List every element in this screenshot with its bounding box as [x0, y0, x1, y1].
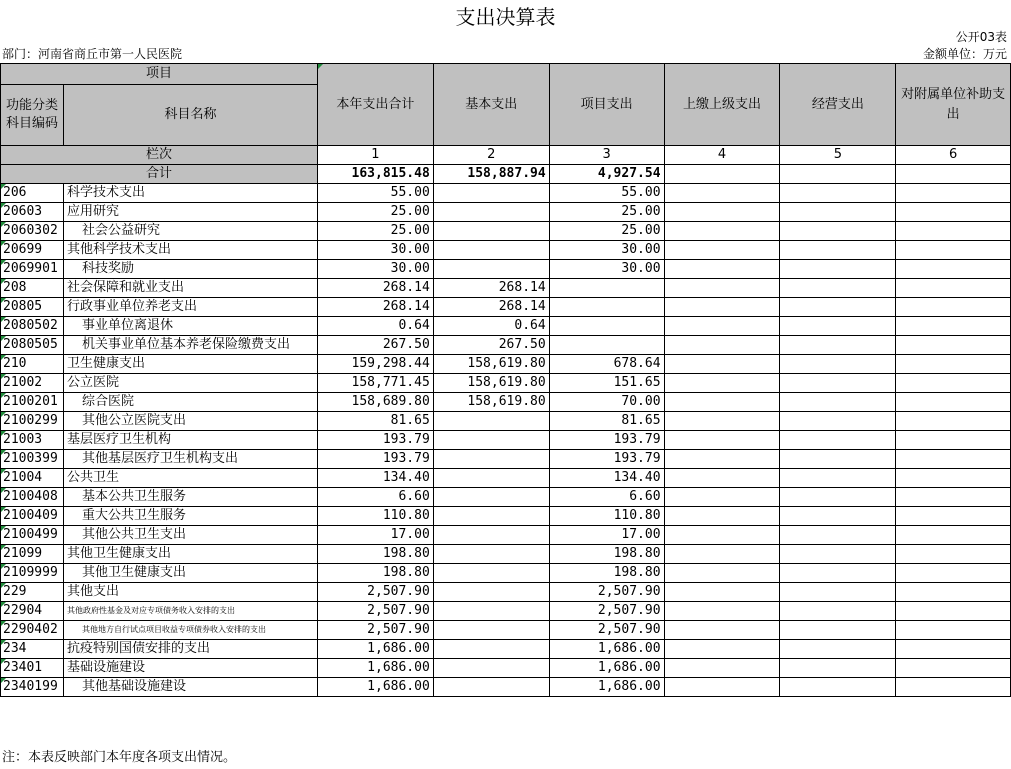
cell-basic — [433, 488, 549, 507]
footnote: 注：本表反映部门本年度各项支出情况。 — [2, 750, 237, 765]
cell-project: 30.00 — [549, 260, 664, 279]
cell-subsidy — [896, 602, 1011, 621]
header-project-expenditure: 项目支出 — [549, 64, 664, 146]
cell-code: 2069901 — [1, 260, 64, 279]
cell-name: 卫生健康支出 — [63, 355, 317, 374]
cell-total: 25.00 — [317, 222, 433, 241]
sum-label: 合计 — [1, 165, 318, 184]
table-row — [1, 659, 1011, 678]
cell-basic: 268.14 — [433, 279, 549, 298]
cell-project: 55.00 — [549, 184, 664, 203]
table-row — [1, 222, 1011, 241]
cell-total: 198.80 — [317, 564, 433, 583]
cell-name: 其他公立医院支出 — [63, 412, 317, 431]
cell-business — [780, 507, 896, 526]
cell-basic: 158,619.80 — [433, 355, 549, 374]
cell-business — [780, 621, 896, 640]
cell-subsidy — [896, 469, 1011, 488]
cell-subsidy — [896, 222, 1011, 241]
col-index-3: 3 — [549, 146, 664, 165]
header-code: 功能分类科目编码 — [1, 85, 64, 146]
table-row — [1, 298, 1011, 317]
col-index-6: 6 — [896, 146, 1011, 165]
header-superior-payment: 上缴上级支出 — [664, 64, 780, 146]
cell-code: 2100399 — [1, 450, 64, 469]
cell-name: 公立医院 — [63, 374, 317, 393]
cell-basic — [433, 602, 549, 621]
cell-superior — [664, 298, 780, 317]
cell-name: 事业单位离退休 — [63, 317, 317, 336]
cell-subsidy — [896, 184, 1011, 203]
cell-superior — [664, 488, 780, 507]
cell-business — [780, 336, 896, 355]
cell-business — [780, 412, 896, 431]
cell-business — [780, 450, 896, 469]
cell-total: 30.00 — [317, 241, 433, 260]
cell-name: 社会保障和就业支出 — [63, 279, 317, 298]
cell-name: 社会公益研究 — [63, 222, 317, 241]
table-row — [1, 678, 1011, 697]
cell-basic — [433, 222, 549, 241]
cell-name: 基层医疗卫生机构 — [63, 431, 317, 450]
table-row — [1, 526, 1011, 545]
cell-business — [780, 393, 896, 412]
expenditure-table — [0, 63, 1011, 697]
header-total-expenditure: 本年支出合计 — [317, 64, 433, 146]
cell-code: 21099 — [1, 545, 64, 564]
cell-superior — [664, 222, 780, 241]
amount-unit-label: 金额单位：万元 — [922, 47, 1007, 61]
cell-superior — [664, 184, 780, 203]
sum-project: 4,927.54 — [549, 165, 664, 184]
cell-project — [549, 298, 664, 317]
page-title: 支出决算表 — [455, 5, 556, 29]
cell-code: 2100408 — [1, 488, 64, 507]
cell-subsidy — [896, 241, 1011, 260]
cell-business — [780, 469, 896, 488]
cell-business — [780, 355, 896, 374]
cell-total: 110.80 — [317, 507, 433, 526]
cell-subsidy — [896, 203, 1011, 222]
header-business-expenditure: 经营支出 — [780, 64, 896, 146]
cell-code: 229 — [1, 583, 64, 602]
cell-name: 其他卫生健康支出 — [63, 564, 317, 583]
cell-total: 2,507.90 — [317, 583, 433, 602]
cell-superior — [664, 393, 780, 412]
cell-name: 其他基础设施建设 — [63, 678, 317, 697]
cell-code: 20699 — [1, 241, 64, 260]
sum-total: 163,815.48 — [317, 165, 433, 184]
table-row — [1, 507, 1011, 526]
header-subsidy-expenditure: 对附属单位补助支出 — [896, 64, 1011, 146]
cell-basic: 158,619.80 — [433, 374, 549, 393]
table-row — [1, 374, 1011, 393]
cell-superior — [664, 545, 780, 564]
cell-code: 20603 — [1, 203, 64, 222]
cell-code: 2290402 — [1, 621, 64, 640]
cell-project: 193.79 — [549, 431, 664, 450]
cell-total: 25.00 — [317, 203, 433, 222]
sum-basic: 158,887.94 — [433, 165, 549, 184]
table-row — [1, 545, 1011, 564]
cell-code: 234 — [1, 640, 64, 659]
cell-subsidy — [896, 583, 1011, 602]
cell-code: 20805 — [1, 298, 64, 317]
cell-project: 30.00 — [549, 241, 664, 260]
cell-project: 17.00 — [549, 526, 664, 545]
cell-business — [780, 222, 896, 241]
cell-basic — [433, 640, 549, 659]
cell-project: 25.00 — [549, 222, 664, 241]
cell-project: 81.65 — [549, 412, 664, 431]
table-row — [1, 488, 1011, 507]
cell-subsidy — [896, 317, 1011, 336]
col-index-4: 4 — [664, 146, 780, 165]
cell-basic — [433, 431, 549, 450]
sum-business — [780, 165, 896, 184]
cell-superior — [664, 260, 780, 279]
cell-basic — [433, 412, 549, 431]
table-row — [1, 279, 1011, 298]
table-row — [1, 203, 1011, 222]
cell-project: 198.80 — [549, 564, 664, 583]
table-row — [1, 336, 1011, 355]
table-row — [1, 260, 1011, 279]
cell-business — [780, 602, 896, 621]
cell-subsidy — [896, 260, 1011, 279]
cell-business — [780, 431, 896, 450]
cell-code: 2080502 — [1, 317, 64, 336]
cell-superior — [664, 241, 780, 260]
cell-project: 70.00 — [549, 393, 664, 412]
cell-business — [780, 374, 896, 393]
cell-total: 2,507.90 — [317, 621, 433, 640]
cell-total: 159,298.44 — [317, 355, 433, 374]
cell-subsidy — [896, 621, 1011, 640]
cell-code: 21003 — [1, 431, 64, 450]
cell-code: 2100201 — [1, 393, 64, 412]
cell-subsidy — [896, 450, 1011, 469]
cell-basic — [433, 241, 549, 260]
cell-project: 2,507.90 — [549, 602, 664, 621]
cell-business — [780, 678, 896, 697]
cell-basic — [433, 659, 549, 678]
cell-subsidy — [896, 279, 1011, 298]
cell-project: 25.00 — [549, 203, 664, 222]
cell-subsidy — [896, 298, 1011, 317]
cell-basic: 158,619.80 — [433, 393, 549, 412]
table-row — [1, 431, 1011, 450]
header-item-group: 项目 — [1, 64, 318, 85]
cell-name: 抗疫特别国债安排的支出 — [63, 640, 317, 659]
cell-superior — [664, 678, 780, 697]
cell-code: 2100409 — [1, 507, 64, 526]
cell-total: 193.79 — [317, 450, 433, 469]
cell-total: 268.14 — [317, 279, 433, 298]
cell-name: 公共卫生 — [63, 469, 317, 488]
cell-business — [780, 488, 896, 507]
cell-superior — [664, 659, 780, 678]
department-label: 部门：河南省商丘市第一人民医院 — [2, 47, 183, 61]
table-row — [1, 393, 1011, 412]
cell-name: 其他支出 — [63, 583, 317, 602]
cell-project — [549, 317, 664, 336]
cell-subsidy — [896, 355, 1011, 374]
cell-subsidy — [896, 488, 1011, 507]
cell-project — [549, 336, 664, 355]
cell-code: 206 — [1, 184, 64, 203]
cell-code: 208 — [1, 279, 64, 298]
cell-subsidy — [896, 678, 1011, 697]
cell-superior — [664, 583, 780, 602]
cell-superior — [664, 431, 780, 450]
table-row — [1, 640, 1011, 659]
cell-business — [780, 583, 896, 602]
cell-name: 其他公共卫生支出 — [63, 526, 317, 545]
cell-superior — [664, 203, 780, 222]
cell-basic — [433, 203, 549, 222]
cell-total: 193.79 — [317, 431, 433, 450]
cell-code: 21004 — [1, 469, 64, 488]
cell-project: 198.80 — [549, 545, 664, 564]
cell-project: 110.80 — [549, 507, 664, 526]
table-row — [1, 412, 1011, 431]
cell-total: 17.00 — [317, 526, 433, 545]
cell-superior — [664, 279, 780, 298]
table-row — [1, 317, 1011, 336]
cell-basic — [433, 621, 549, 640]
cell-basic — [433, 184, 549, 203]
cell-total: 1,686.00 — [317, 678, 433, 697]
cell-subsidy — [896, 431, 1011, 450]
cell-superior — [664, 640, 780, 659]
cell-basic: 267.50 — [433, 336, 549, 355]
cell-name: 科学技术支出 — [63, 184, 317, 203]
cell-project: 151.65 — [549, 374, 664, 393]
table-row — [1, 355, 1011, 374]
cell-business — [780, 640, 896, 659]
cell-project: 1,686.00 — [549, 640, 664, 659]
cell-business — [780, 279, 896, 298]
cell-business — [780, 184, 896, 203]
cell-name: 综合医院 — [63, 393, 317, 412]
cell-project: 1,686.00 — [549, 659, 664, 678]
cell-subsidy — [896, 336, 1011, 355]
cell-basic — [433, 583, 549, 602]
col-index-1: 1 — [317, 146, 433, 165]
cell-business — [780, 298, 896, 317]
cell-code: 210 — [1, 355, 64, 374]
form-number: 公开03表 — [955, 30, 1007, 44]
cell-superior — [664, 564, 780, 583]
cell-basic — [433, 678, 549, 697]
cell-name: 其他科学技术支出 — [63, 241, 317, 260]
cell-total: 134.40 — [317, 469, 433, 488]
cell-project: 193.79 — [549, 450, 664, 469]
table-row — [1, 602, 1011, 621]
cell-name: 其他卫生健康支出 — [63, 545, 317, 564]
cell-code: 2109999 — [1, 564, 64, 583]
cell-subsidy — [896, 564, 1011, 583]
cell-basic — [433, 469, 549, 488]
cell-business — [780, 241, 896, 260]
cell-subsidy — [896, 659, 1011, 678]
cell-superior — [664, 621, 780, 640]
cell-code: 2080505 — [1, 336, 64, 355]
cell-subsidy — [896, 393, 1011, 412]
cell-total: 1,686.00 — [317, 640, 433, 659]
sum-subsidy — [896, 165, 1011, 184]
cell-code: 2340199 — [1, 678, 64, 697]
cell-subsidy — [896, 507, 1011, 526]
cell-project — [549, 279, 664, 298]
cell-code: 22904 — [1, 602, 64, 621]
cell-business — [780, 545, 896, 564]
cell-total: 55.00 — [317, 184, 433, 203]
header-name: 科目名称 — [63, 85, 317, 146]
cell-name: 基础设施建设 — [63, 659, 317, 678]
cell-name: 应用研究 — [63, 203, 317, 222]
cell-name: 基本公共卫生服务 — [63, 488, 317, 507]
cell-code: 23401 — [1, 659, 64, 678]
cell-business — [780, 526, 896, 545]
col-index-5: 5 — [780, 146, 896, 165]
cell-code: 21002 — [1, 374, 64, 393]
cell-superior — [664, 412, 780, 431]
cell-name: 重大公共卫生服务 — [63, 507, 317, 526]
cell-name: 机关事业单位基本养老保险缴费支出 — [63, 336, 317, 355]
cell-superior — [664, 336, 780, 355]
cell-subsidy — [896, 526, 1011, 545]
cell-total: 198.80 — [317, 545, 433, 564]
cell-superior — [664, 374, 780, 393]
cell-superior — [664, 469, 780, 488]
cell-basic — [433, 450, 549, 469]
cell-project: 6.60 — [549, 488, 664, 507]
cell-basic — [433, 260, 549, 279]
cell-total: 268.14 — [317, 298, 433, 317]
table-row — [1, 184, 1011, 203]
cell-project: 2,507.90 — [549, 583, 664, 602]
cell-project: 678.64 — [549, 355, 664, 374]
cell-superior — [664, 602, 780, 621]
cell-subsidy — [896, 374, 1011, 393]
cell-basic: 0.64 — [433, 317, 549, 336]
cell-basic: 268.14 — [433, 298, 549, 317]
cell-superior — [664, 507, 780, 526]
table-row — [1, 241, 1011, 260]
cell-superior — [664, 355, 780, 374]
cell-business — [780, 260, 896, 279]
cell-superior — [664, 450, 780, 469]
cell-code: 2100299 — [1, 412, 64, 431]
cell-name: 其他政府性基金及对应专项债务收入安排的支出 — [63, 602, 317, 621]
table-row — [1, 564, 1011, 583]
cell-subsidy — [896, 412, 1011, 431]
cell-subsidy — [896, 545, 1011, 564]
cell-project: 1,686.00 — [549, 678, 664, 697]
cell-business — [780, 564, 896, 583]
cell-total: 2,507.90 — [317, 602, 433, 621]
cell-name: 其他基层医疗卫生机构支出 — [63, 450, 317, 469]
cell-subsidy — [896, 640, 1011, 659]
cell-code: 2100499 — [1, 526, 64, 545]
cell-name: 科技奖励 — [63, 260, 317, 279]
row-index-label: 栏次 — [1, 146, 318, 165]
cell-business — [780, 203, 896, 222]
table-row — [1, 583, 1011, 602]
cell-total: 158,771.45 — [317, 374, 433, 393]
cell-business — [780, 317, 896, 336]
col-index-2: 2 — [433, 146, 549, 165]
cell-project: 134.40 — [549, 469, 664, 488]
header-basic-expenditure: 基本支出 — [433, 64, 549, 146]
cell-superior — [664, 526, 780, 545]
cell-basic — [433, 507, 549, 526]
cell-basic — [433, 526, 549, 545]
table-row — [1, 450, 1011, 469]
cell-basic — [433, 564, 549, 583]
cell-total: 81.65 — [317, 412, 433, 431]
cell-total: 6.60 — [317, 488, 433, 507]
table-row — [1, 621, 1011, 640]
sum-superior — [664, 165, 780, 184]
cell-basic — [433, 545, 549, 564]
cell-project: 2,507.90 — [549, 621, 664, 640]
table-row — [1, 469, 1011, 488]
cell-total: 0.64 — [317, 317, 433, 336]
cell-code: 2060302 — [1, 222, 64, 241]
cell-name: 行政事业单位养老支出 — [63, 298, 317, 317]
cell-total: 267.50 — [317, 336, 433, 355]
cell-total: 30.00 — [317, 260, 433, 279]
cell-name: 其他地方自行试点项目收益专项债券收入安排的支出 — [63, 621, 317, 640]
cell-superior — [664, 317, 780, 336]
cell-total: 158,689.80 — [317, 393, 433, 412]
cell-total: 1,686.00 — [317, 659, 433, 678]
cell-business — [780, 659, 896, 678]
